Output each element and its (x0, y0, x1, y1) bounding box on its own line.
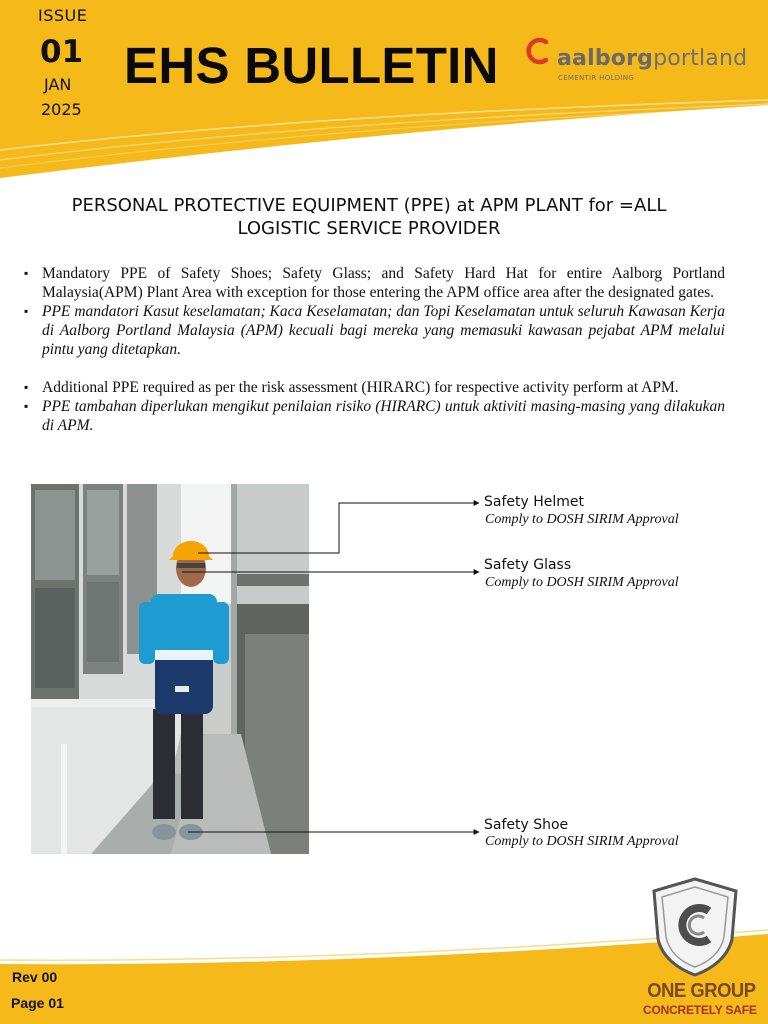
company-logo-text (557, 46, 747, 71)
page-number: Page 01 (11, 995, 64, 1011)
callout-lines (160, 495, 490, 840)
header-band (0, 0, 768, 190)
issue-month: JAN (44, 75, 72, 94)
list-item: ▪ PPE mandatori Kasut keselamatan; Kaca Keselamatan; dan Topi Keselamatan untuk seluruh Kawasan Kerja di Aalborg Portland Malaysia (APM) kecuali bagi mereka yang memasuki kawasan pejabat APM melalui pintu yang ditetapkan. (24, 302, 725, 359)
callout-helmet-subtitle: Comply to DOSH SIRIM Approval (485, 512, 679, 527)
shield-c-icon (652, 877, 738, 977)
list-item: ▪ PPE tambahan diperlukan mengikut penilaian risiko (HIRARC) untuk aktiviti masing-masing yang dilakukan di APM. (24, 397, 725, 435)
issue-number: 01 (40, 34, 84, 70)
aalborg-c-logo-icon (524, 36, 552, 66)
ppe-rules-list (24, 264, 725, 435)
headline: PERSONAL PROTECTIVE EQUIPMENT (PPE) at APM PLANT for =ALL LOGISTIC SERVICE PROVIDER (71, 195, 667, 239)
logo-name-light: portland (653, 46, 748, 71)
callout-shoe-title: Safety Shoe (484, 817, 569, 833)
issue-label: ISSUE (38, 6, 88, 25)
callout-shoe-subtitle: Comply to DOSH SIRIM Approval (485, 834, 679, 849)
slogan-line-2: CONCRETELY SAFE (643, 1003, 757, 1017)
issue-year: 2025 (41, 100, 82, 119)
callout-glass-subtitle: Comply to DOSH SIRIM Approval (485, 575, 679, 590)
logo-name-bold: aalborg (557, 46, 654, 71)
slogan-line-1: ONE GROUP (647, 980, 756, 1002)
callout-glass-title: Safety Glass (484, 557, 572, 573)
bulletin-title: EHS BULLETIN (124, 37, 499, 94)
logo-tagline: CEMENTIR HOLDING (558, 74, 635, 82)
list-item: ▪ Additional PPE required as per the risk assessment (HIRARC) for respective activity perform at APM. (24, 378, 725, 397)
callout-helmet-title: Safety Helmet (484, 494, 585, 510)
list-item: ▪ Mandatory PPE of Safety Shoes; Safety Glass; and Safety Hard Hat for entire Aalborg Portland Malaysia(APM) Plant Area with exception for those entering the APM office area after the designated gates. (24, 264, 725, 302)
revision-label: Rev 00 (12, 969, 58, 985)
